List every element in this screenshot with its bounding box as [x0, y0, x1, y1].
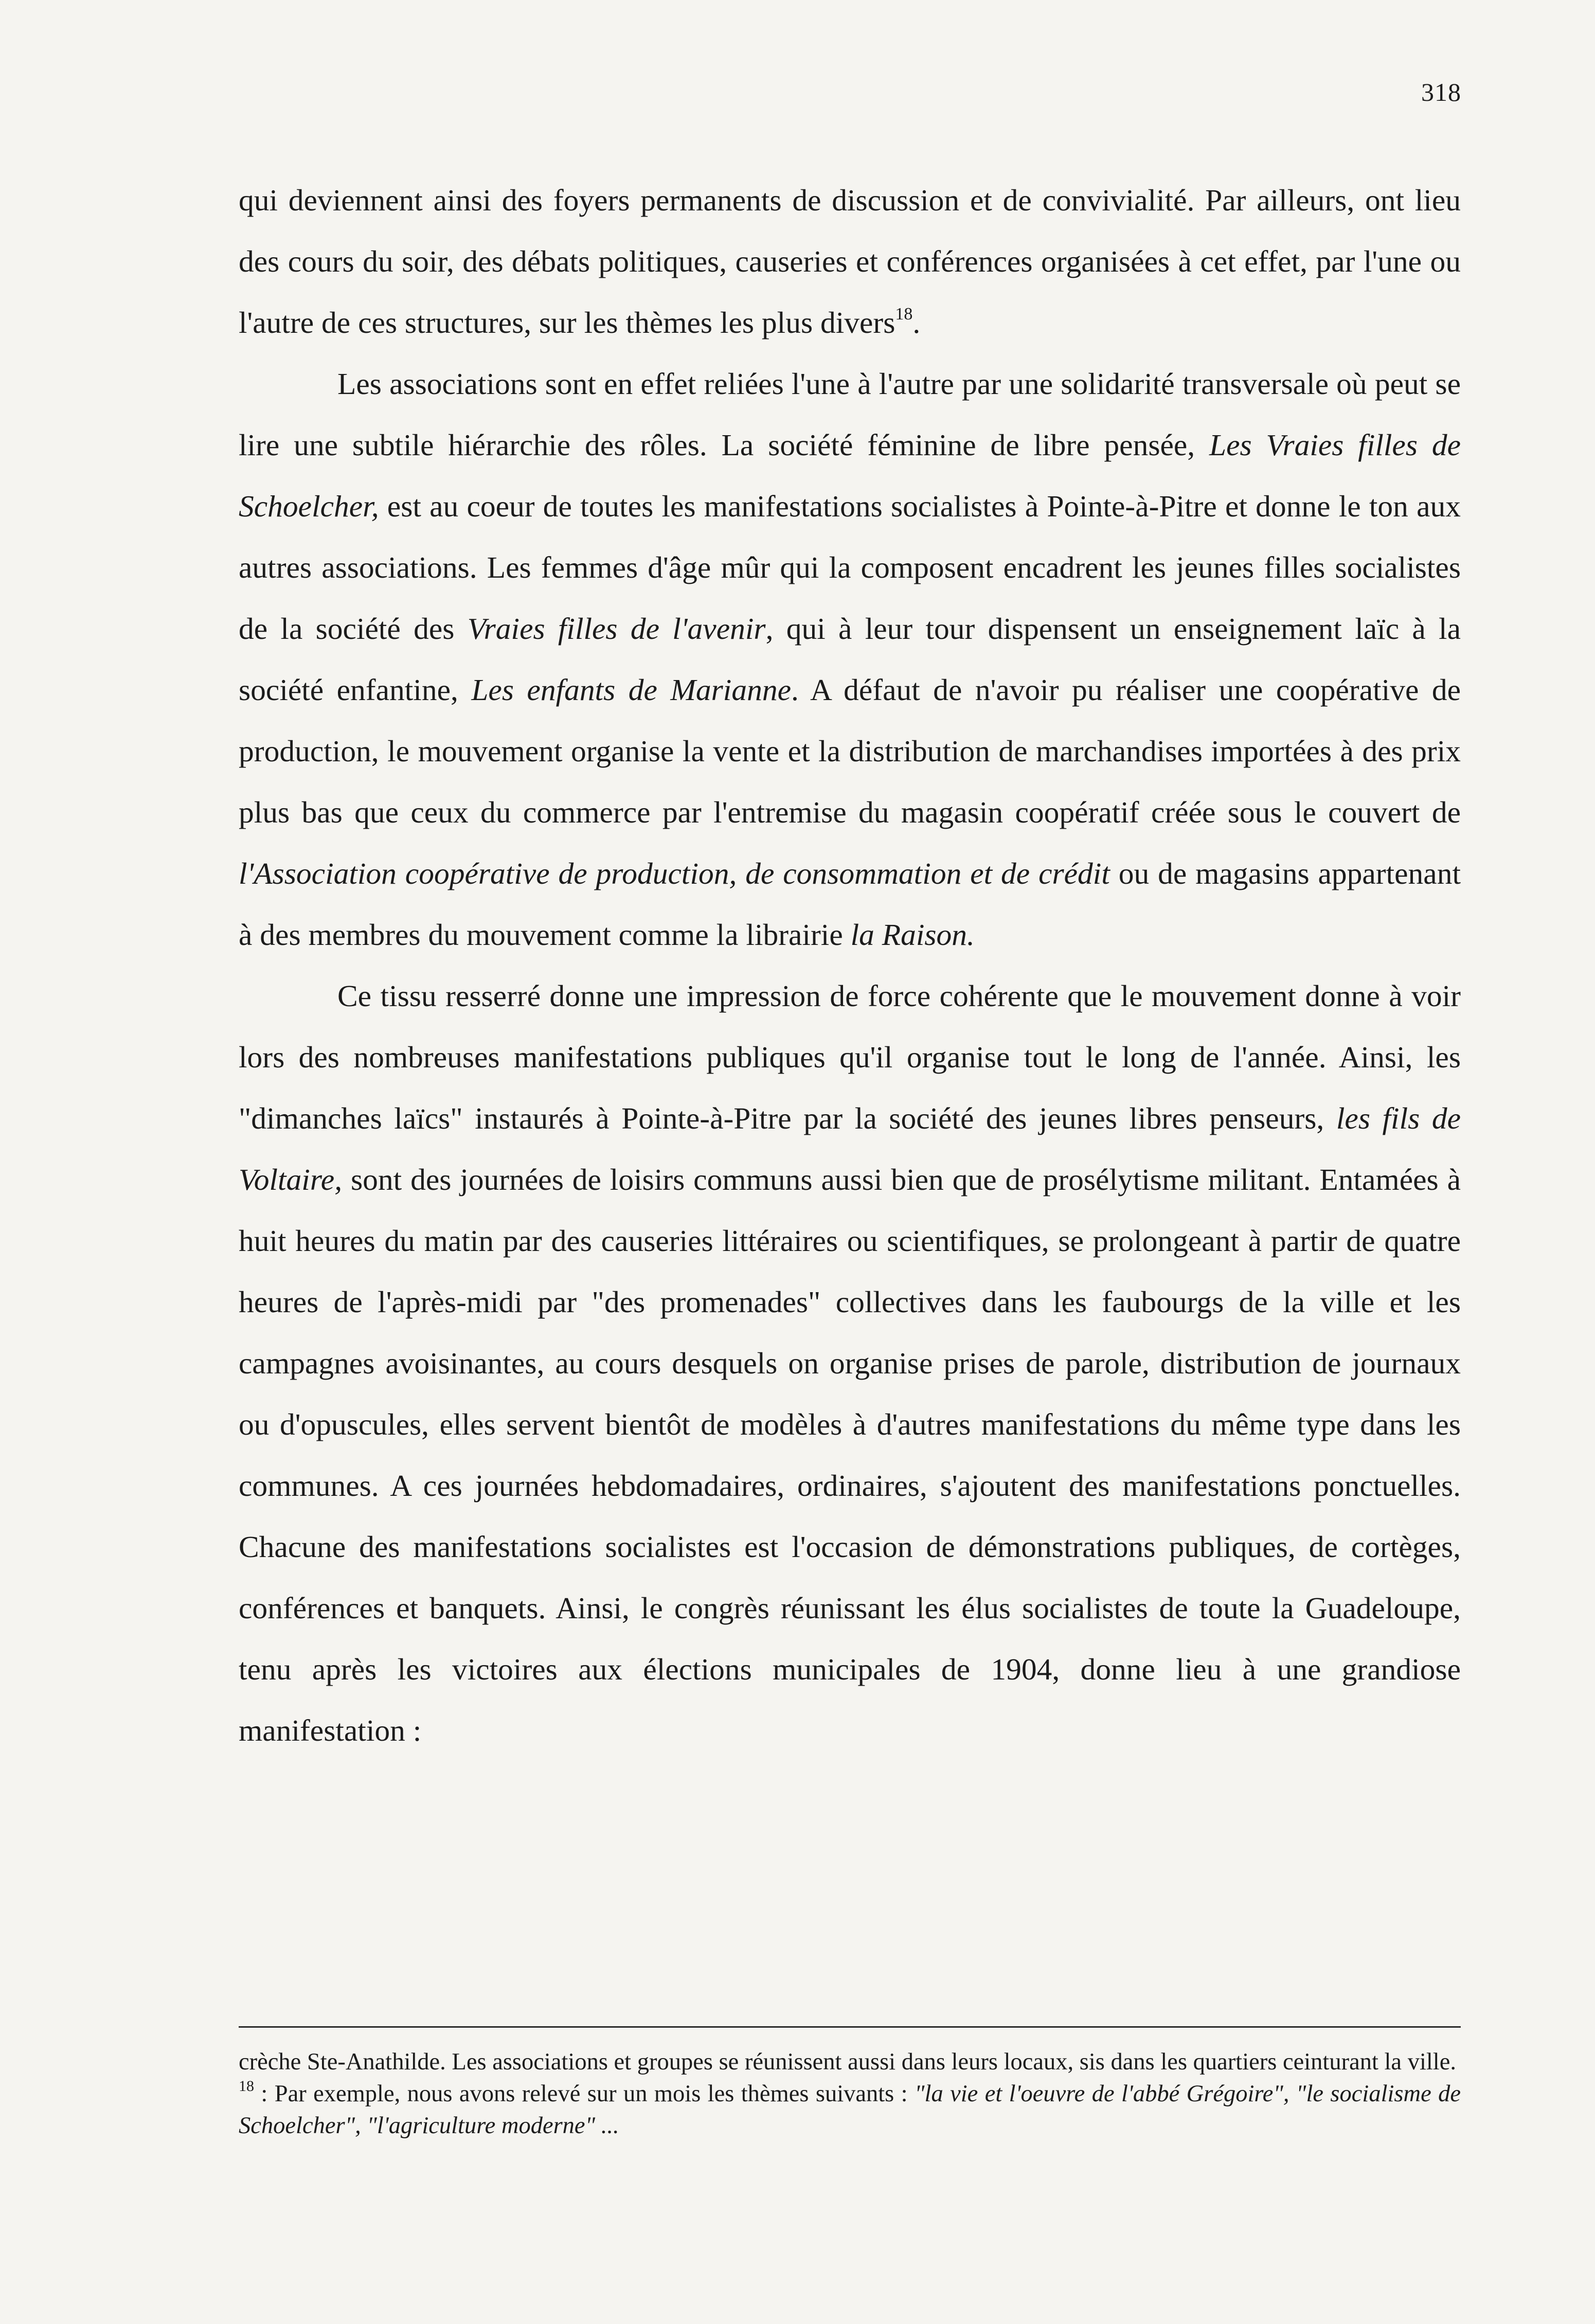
italic-society-vraies-filles-schoelcher: Les Vraies filles de Schoelcher, — [239, 428, 1461, 523]
footnote-continued: crèche Ste-Anathilde. Les associations et groupes se réunissent aussi dans leurs locaux, sis dans les quartiers ceinturant la ville. — [239, 2049, 1456, 2075]
footnote-18-tail: ... — [595, 2113, 619, 2139]
paragraph-3 — [239, 966, 1461, 1761]
footnote-ref-18[interactable]: 18 — [895, 305, 913, 324]
italic-librairie-la-raison: la Raison. — [850, 918, 975, 952]
footnotes — [239, 2046, 1461, 2142]
paragraph-2-text-3: , qui à leur tour dispensent un enseignement laïc à la société enfantine, — [239, 612, 1461, 707]
italic-society-enfants-marianne: Les enfants de Marianne — [471, 673, 791, 707]
paragraph-1-text: qui deviennent ainsi des foyers permanents de discussion et de convivialité. Par ailleurs, ont lieu des cours du soir, des débats politiques, causeries et conférences organisées à cet effet, par l'une ou l'autre de ces structures, sur les thèmes les plus divers — [239, 183, 1461, 339]
paragraph-2-text-5: ou de magasins appartenant à des membres du mouvement comme la librairie — [239, 856, 1461, 952]
footnote-18-number: 18 — [239, 2078, 254, 2095]
paragraph-2-text-1: Les associations sont en effet reliées l'une à l'autre par une solidarité transversale où peut se lire une subtile hiérarchie des rôles. La société féminine de libre pensée, — [239, 367, 1461, 462]
paragraph-2 — [239, 353, 1461, 966]
italic-society-fils-voltaire: les fils de Voltaire, — [239, 1101, 1461, 1196]
italic-association-cooperative: l'Association coopérative de production, de consommation et de crédit — [239, 856, 1110, 890]
page-number: 318 — [1421, 78, 1461, 106]
paragraph-2-text-2: est au coeur de toutes les manifestations socialistes à Pointe-à-Pitre et donne le ton aux autres associations. Les femmes d'âge mûr qui la composent encadrent les jeunes filles socialistes de la société des — [239, 489, 1461, 646]
italic-society-vraies-filles-avenir: Vraies filles de l'avenir — [467, 612, 766, 646]
paragraph-1-end: . — [912, 306, 921, 339]
footnote-18 — [239, 2078, 1461, 2142]
footnote-18-themes: "la vie et l'oeuvre de l'abbé Grégoire", "le socialisme de Schoelcher", "l'agriculture moderne" — [239, 2081, 1461, 2139]
paragraph-1 — [239, 170, 1461, 353]
body-text — [239, 170, 1461, 1761]
footnote-separator — [239, 2026, 1461, 2028]
paragraph-2-text-4: . A défaut de n'avoir pu réaliser une coopérative de production, le mouvement organise la vente et la distribution de marchandises importées à des prix plus bas que ceux du commerce par l'entremise du magasin coopératif créée sous le couvert de — [239, 673, 1461, 829]
paragraph-3-text-1: Ce tissu resserré donne une impression de force cohérente que le mouvement donne à voir lors des nombreuses manifestations publiques qu'il organise tout le long de l'année. Ainsi, les "dimanches laïcs" instaurés à Pointe-à-Pitre par la société des jeunes libres penseurs, — [239, 979, 1461, 1135]
paragraph-3-text-2: sont des journées de loisirs communs aussi bien que de prosélytisme militant. Entamées à huit heures du matin par des causeries littéraires ou scientifiques, se prolongeant à partir de quatre heures de l'après-midi par "des promenades" collectives dans les faubourgs de la ville et les campagnes avoisinantes, au cours desquels on organise prises de parole, distribution de journaux ou d'opuscules, elles servent bientôt de modèles à d'autres manifestations du même type dans les communes. A ces journées hebdomadaires, ordinaires, s'ajoutent des manifestations ponctuelles. Chacune des manifestations socialistes est l'occasion de démonstrations publiques, de cortèges, conférences et banquets. Ainsi, le congrès réunissant les élus socialistes de toute la Guadeloupe, tenu après les victoires aux élections municipales de 1904, donne lieu à une grandiose manifestation : — [239, 1163, 1461, 1747]
footnote-18-lead: : Par exemple, nous avons relevé sur un mois les thèmes suivants : — [254, 2081, 915, 2107]
